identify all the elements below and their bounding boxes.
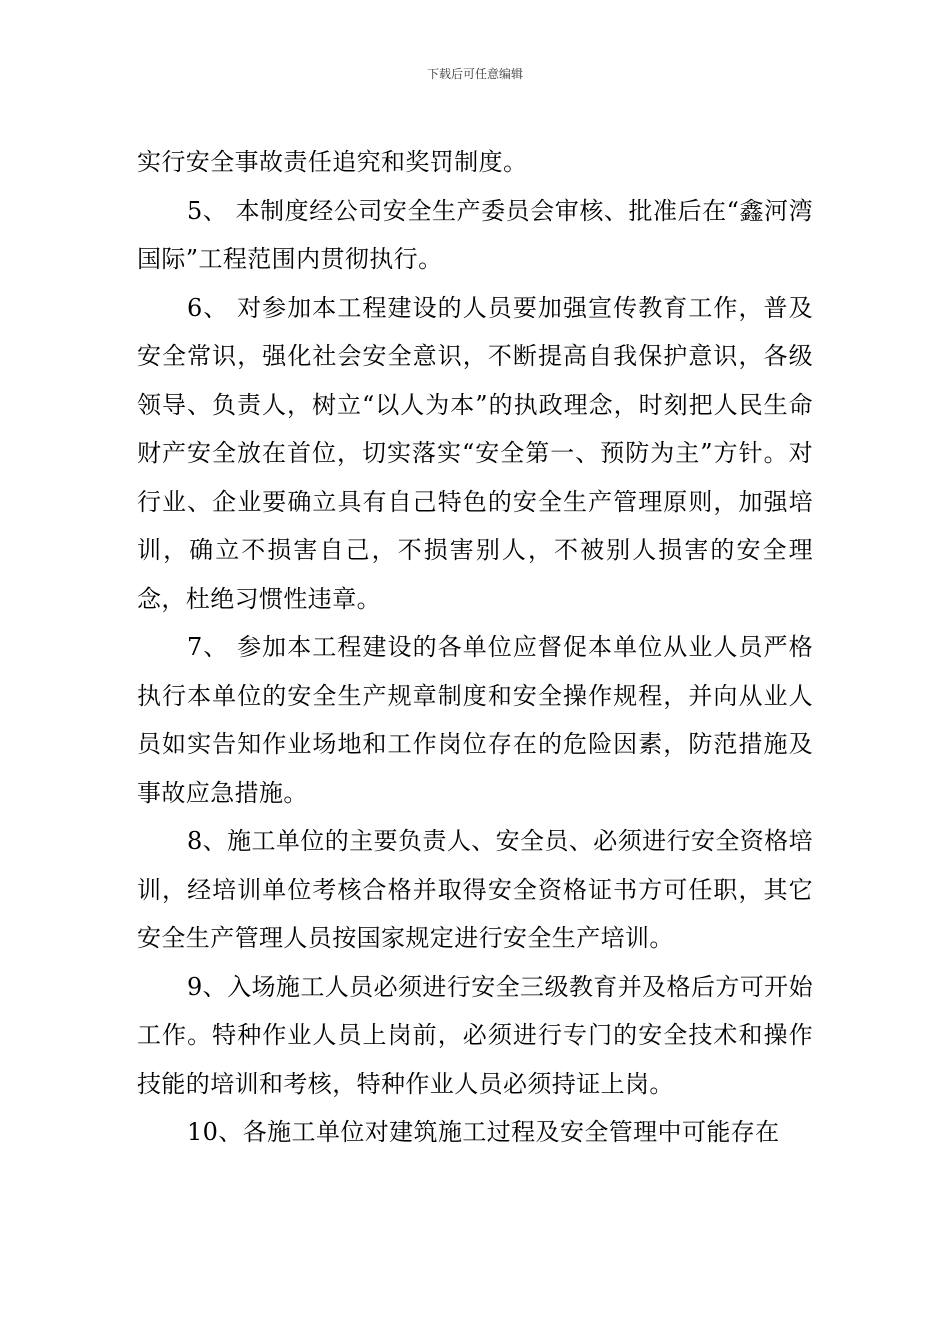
paragraph-item-9: 9、入场施工人员必须进行安全三级教育并及格后方可开始工作。特种作业人员上岗前，必须进行专门的安全技术和操作技能的培训和考核，特种作业人员必须持证上岗。 <box>137 972 813 1098</box>
paragraph: 实行安全事故责任追究和奖罚制度。 <box>137 148 528 176</box>
paragraph-item-8: 8、施工单位的主要负责人、安全员、必须进行安全资格培训，经培训单位考核合格并取得安全资格证书方可任职，其它安全生产管理人员按国家规定进行安全生产培训。 <box>137 827 813 952</box>
paragraph-item-10: 10、各施工单位对建筑施工过程及安全管理中可能存在 <box>187 1118 780 1146</box>
paragraph-item-6: 6、 对参加本工程建设的人员要加强宣传教育工作，普及安全常识，强化社会安全意识，不断提高自我保护意识，各级领导、负责人，树立“以人为本”的执政理念，时刻把人民生命财产安全放在首位，切实落实“安全第一、预防为主”方针。对行业、企业要确立具有自己特色的安全生产管理原则，加强培训，确立不损害自己，不损害别人，不被别人损害的安全理念，杜绝习惯性违章。 <box>137 293 813 613</box>
page-header: 下载后可任意编辑 <box>426 67 523 81</box>
paragraph-item-5: 5、 本制度经公司安全生产委员会审核、批准后在“鑫河湾国际”工程范围内贯彻执行。 <box>137 196 813 273</box>
document-body <box>137 138 813 1157</box>
paragraph-item-7: 7、 参加本工程建设的各单位应督促本单位从业人员严格执行本单位的安全生产规章制度和安全操作规程，并向从业人员如实告知作业场地和工作岗位存在的危险因素，防范措施及事故应急措施。 <box>137 633 813 807</box>
